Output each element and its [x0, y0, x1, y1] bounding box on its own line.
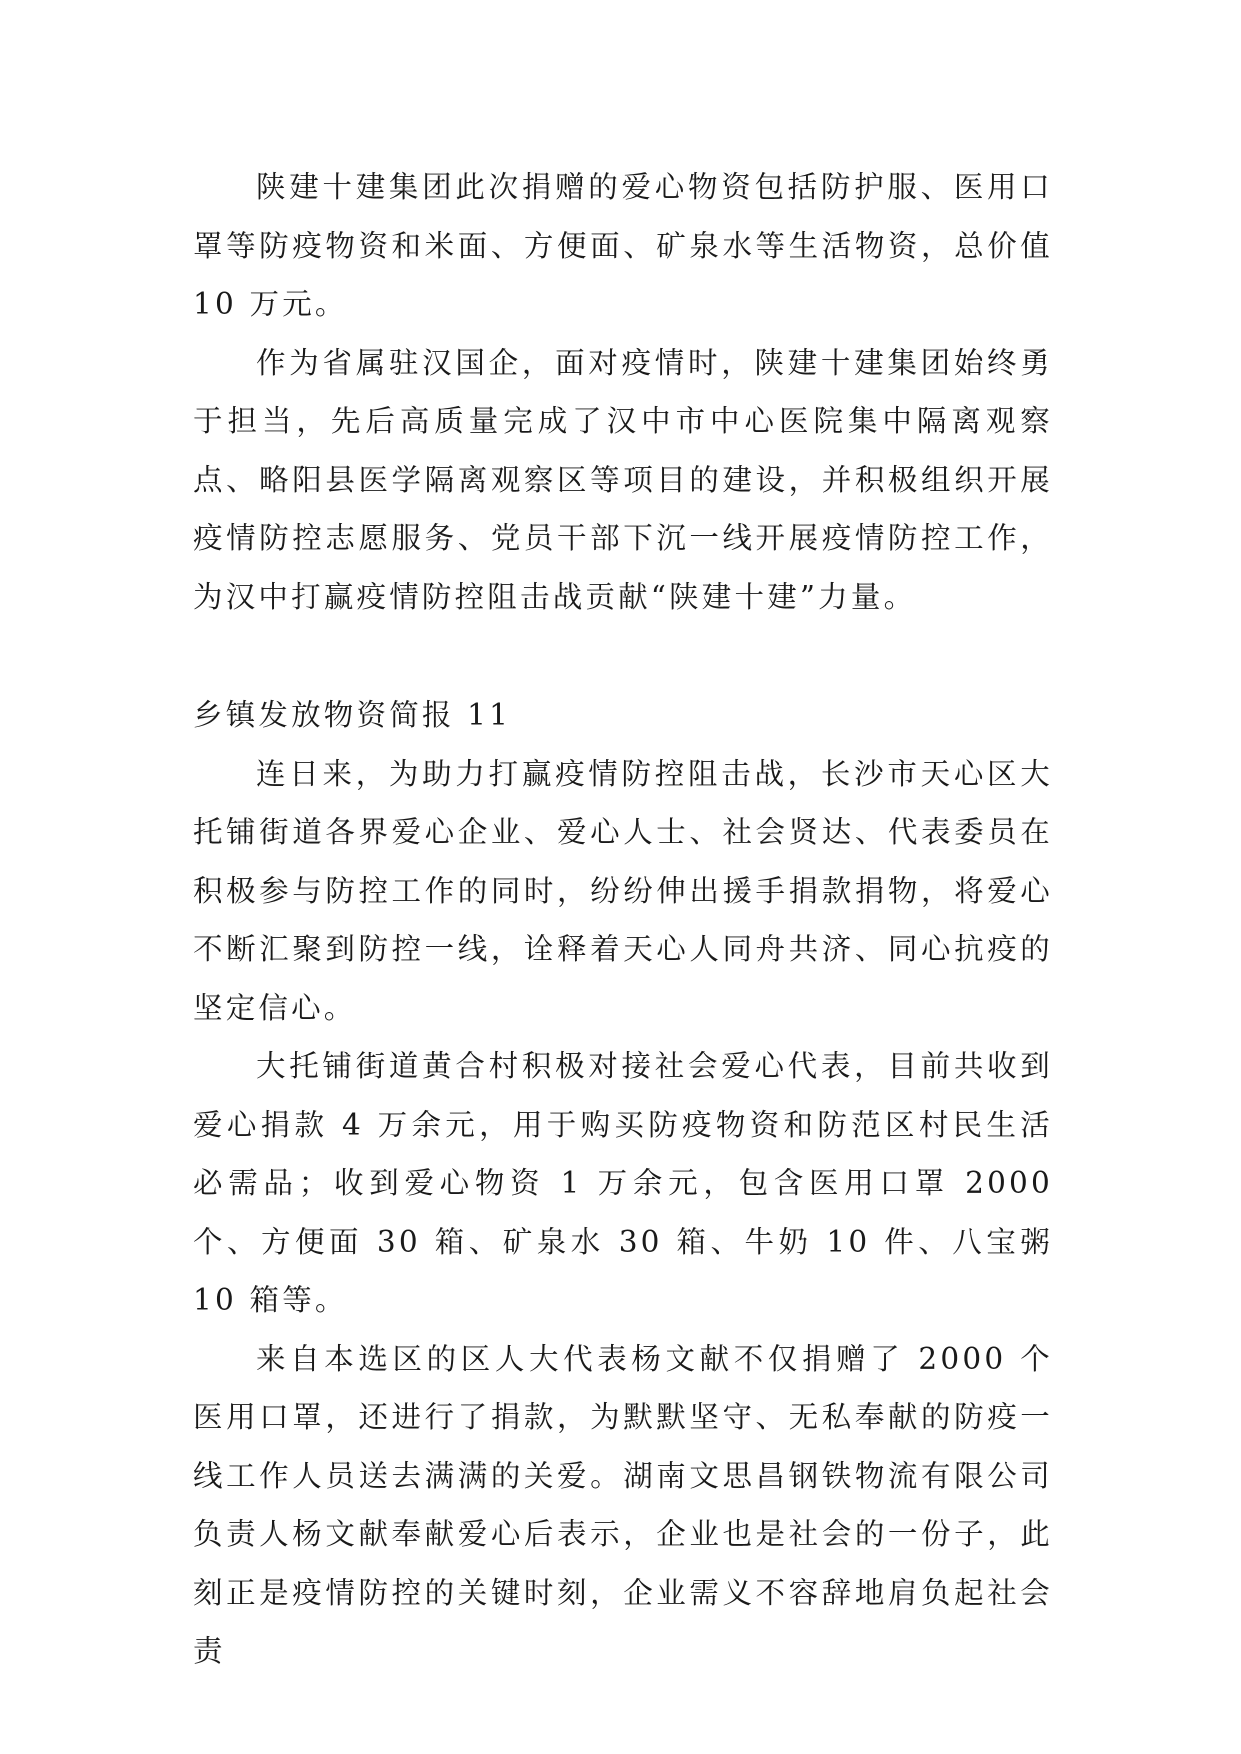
paragraph-deputy-donation: 来自本选区的区人大代表杨文献不仅捐赠了 2000 个医用口罩，还进行了捐款，为默默坚守、无私奉献的防疫一线工作人员送去满满的关爱。湖南文思昌钢铁物流有限公司负责人杨文献奉献爱心后表示，企业也是社会的一份子，此刻正是疫情防控的关键时刻，企业需义不容辞地肩负起社会责	[193, 1341, 1053, 1668]
paragraph-soe-responsibility: 作为省属驻汉国企，面对疫情时，陕建十建集团始终勇于担当，先后高质量完成了汉中市中心医院集中隔离观察点、略阳县医学隔离观察区等项目的建设，并积极组织开展疫情防控志愿服务、党员干部下沉一线开展疫情防控工作，为汉中打赢疫情防控阻击战贡献“陕建十建”力量。	[193, 345, 1053, 614]
paragraph-donation-items: 陕建十建集团此次捐赠的爱心物资包括防护服、医用口罩等防疫物资和米面、方便面、矿泉水等生活物资，总价值 10 万元。	[193, 170, 1053, 321]
document-page	[193, 158, 1053, 1681]
paragraph-village-donations: 大托铺街道黄合村积极对接社会爱心代表，目前共收到爱心捐款 4 万余元，用于购买防疫物资和防范区村民生活必需品；收到爱心物资 1 万余元，包含医用口罩 2000 个、方便面 30 箱、矿泉水 30 箱、牛奶 10 件、八宝粥 10 箱等。	[193, 1049, 1053, 1317]
paragraph-community-donations: 连日来，为助力打赢疫情防控阻击战，长沙市天心区大托铺街道各界爱心企业、爱心人士、社会贤达、代表委员在积极参与防控工作的同时，纷纷伸出援手捐款捐物，将爱心不断汇聚到防控一线，诠释着天心人同舟共济、同心抗疫的坚定信心。	[193, 756, 1053, 1025]
section-heading: 乡镇发放物资简报 11	[193, 698, 512, 732]
